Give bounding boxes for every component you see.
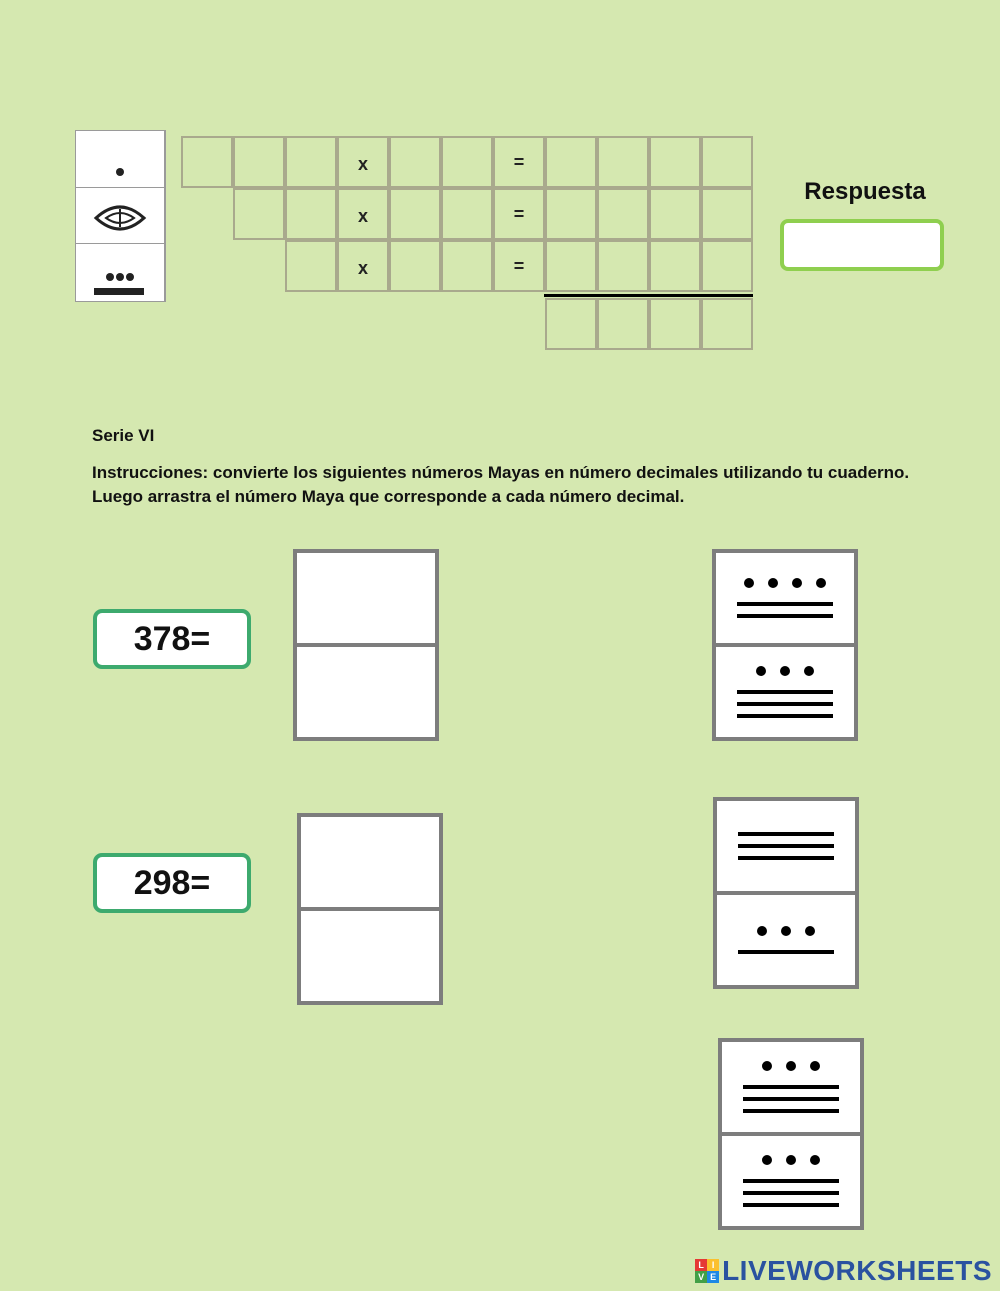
maya-place-value-column bbox=[75, 130, 166, 302]
logo-text: LIVEWORKSHEETS bbox=[722, 1255, 992, 1286]
grid-cell[interactable] bbox=[701, 136, 753, 188]
maya-dot bbox=[804, 666, 814, 676]
equals-sign: = bbox=[513, 204, 525, 224]
maya-dot bbox=[792, 578, 802, 588]
drop-zone-298[interactable] bbox=[297, 813, 443, 1005]
maya-shell-icon bbox=[76, 187, 164, 244]
maya-numeral-bottom-icon bbox=[717, 895, 855, 985]
instructions-text: Instrucciones: convierte los siguientes números Mayas en número decimales utilizando tu cuaderno. Luego arrastra el número Maya que corresponde a cada número decimal. bbox=[92, 463, 910, 506]
problem-label-378: 378= bbox=[93, 609, 251, 669]
multiply-sign: x bbox=[357, 258, 368, 278]
maya-dot bbox=[756, 666, 766, 676]
maya-dot bbox=[762, 1155, 772, 1165]
maya-bar bbox=[737, 690, 833, 694]
maya-dot bbox=[780, 666, 790, 676]
grid-cell[interactable] bbox=[545, 136, 597, 188]
grid-cell[interactable] bbox=[441, 188, 493, 240]
maya-dot bbox=[786, 1155, 796, 1165]
maya-dot bbox=[816, 578, 826, 588]
multiply-sign: x bbox=[357, 154, 368, 174]
logo-mark-icon: L I V E bbox=[695, 1259, 719, 1283]
respuesta-input[interactable] bbox=[780, 219, 944, 271]
maya-bar bbox=[743, 1179, 839, 1183]
maya-dot bbox=[781, 926, 791, 936]
maya-unit-dot-icon bbox=[76, 131, 164, 187]
maya-numeral-top-icon bbox=[722, 1042, 860, 1132]
drop-slot-bottom[interactable] bbox=[297, 647, 435, 739]
grid-cell[interactable] bbox=[649, 188, 701, 240]
maya-dot bbox=[805, 926, 815, 936]
maya-bar bbox=[738, 844, 834, 848]
maya-dot bbox=[786, 1061, 796, 1071]
grid-cell[interactable] bbox=[597, 188, 649, 240]
grid-cell-total[interactable] bbox=[701, 298, 753, 350]
grid-cell[interactable] bbox=[233, 188, 285, 240]
grid-cell[interactable] bbox=[649, 136, 701, 188]
grid-cell[interactable] bbox=[441, 240, 493, 292]
grid-cell[interactable] bbox=[545, 240, 597, 292]
respuesta-label: Respuesta bbox=[804, 178, 926, 205]
section-title: Serie VI bbox=[92, 426, 155, 445]
grid-cell[interactable] bbox=[233, 136, 285, 188]
grid-cell[interactable] bbox=[701, 188, 753, 240]
grid-cell[interactable] bbox=[181, 136, 233, 188]
maya-dots-bar-icon bbox=[76, 243, 164, 300]
maya-numeral-bottom-icon bbox=[716, 647, 854, 737]
maya-card-2[interactable] bbox=[713, 797, 859, 989]
maya-dot bbox=[757, 926, 767, 936]
grid-cell[interactable] bbox=[597, 240, 649, 292]
multiply-sign: x bbox=[357, 206, 368, 226]
maya-bar bbox=[743, 1191, 839, 1195]
grid-cell[interactable] bbox=[285, 188, 337, 240]
maya-card-3[interactable] bbox=[718, 1038, 864, 1230]
maya-numeral-bottom-icon bbox=[722, 1136, 860, 1226]
maya-dot bbox=[810, 1061, 820, 1071]
grid-cell[interactable] bbox=[285, 136, 337, 188]
drop-slot-bottom[interactable] bbox=[301, 911, 439, 1003]
maya-bar bbox=[737, 714, 833, 718]
maya-bar bbox=[737, 602, 833, 606]
equals-sign: = bbox=[513, 152, 525, 172]
maya-dot bbox=[768, 578, 778, 588]
maya-dot bbox=[810, 1155, 820, 1165]
grid-cell[interactable] bbox=[597, 136, 649, 188]
maya-numeral-top-icon bbox=[717, 801, 855, 891]
maya-bar bbox=[737, 702, 833, 706]
maya-bar bbox=[738, 832, 834, 836]
liveworksheets-logo bbox=[695, 1254, 992, 1288]
maya-bar bbox=[738, 950, 834, 954]
maya-card-1[interactable] bbox=[712, 549, 858, 741]
maya-dot bbox=[744, 578, 754, 588]
grid-cell[interactable] bbox=[285, 240, 337, 292]
maya-bar bbox=[743, 1085, 839, 1089]
drop-zone-378[interactable] bbox=[293, 549, 439, 741]
drop-slot-top[interactable] bbox=[301, 817, 439, 909]
maya-bar bbox=[738, 856, 834, 860]
maya-bar bbox=[743, 1097, 839, 1101]
drop-slot-top[interactable] bbox=[297, 553, 435, 645]
grid-cell-total[interactable] bbox=[597, 298, 649, 350]
grid-cell[interactable] bbox=[389, 136, 441, 188]
equals-sign: = bbox=[513, 256, 525, 276]
grid-cell-total[interactable] bbox=[545, 298, 597, 350]
grid-cell[interactable] bbox=[389, 188, 441, 240]
sum-line bbox=[544, 294, 753, 297]
grid-cell[interactable] bbox=[545, 188, 597, 240]
maya-numeral-top-icon bbox=[716, 553, 854, 643]
grid-cell[interactable] bbox=[441, 136, 493, 188]
grid-cell[interactable] bbox=[649, 240, 701, 292]
maya-dot bbox=[762, 1061, 772, 1071]
grid-cell[interactable] bbox=[389, 240, 441, 292]
grid-cell-total[interactable] bbox=[649, 298, 701, 350]
maya-bar bbox=[743, 1109, 839, 1113]
maya-bar bbox=[737, 614, 833, 618]
grid-cell[interactable] bbox=[701, 240, 753, 292]
problem-label-298: 298= bbox=[93, 853, 251, 913]
maya-bar bbox=[743, 1203, 839, 1207]
